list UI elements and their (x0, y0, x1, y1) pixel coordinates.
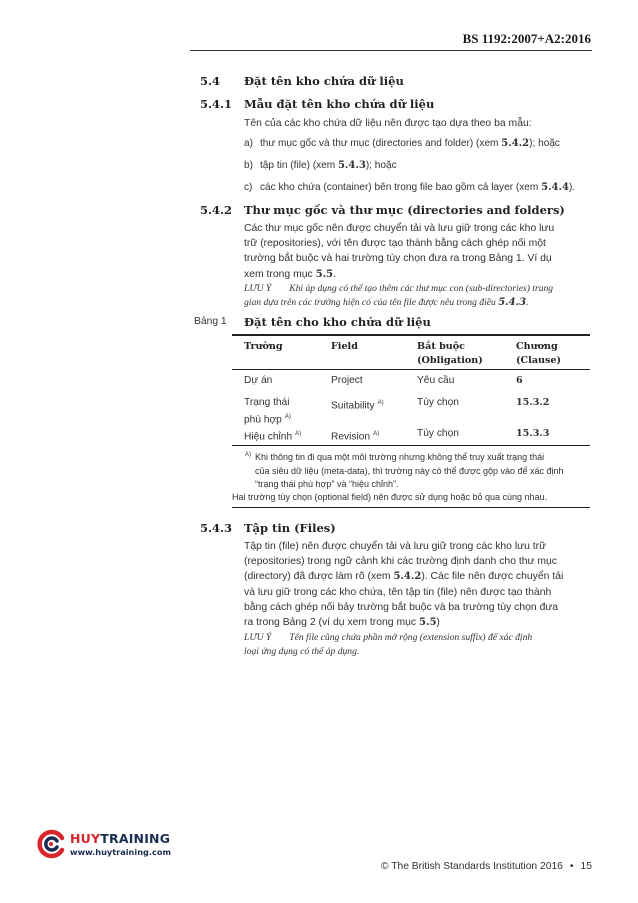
page-number: 15 (580, 861, 592, 872)
footnote-ref: A) (295, 431, 302, 437)
paragraph-line: Các thư mục gốc nên được chuyển tải và lưu giữ trong các kho lưu (244, 223, 555, 234)
list-marker: a) (244, 138, 253, 149)
footnote-line: của siêu dữ liệu (meta-data), thì trường này có thể được gộp vào để xác định (255, 465, 564, 476)
footnote-ref: A) (377, 400, 384, 406)
section-5-4-3-note (244, 631, 594, 659)
table-header-rule (232, 369, 590, 370)
list-text: các kho chứa (container) bên trong file bao gồm cả layer (xem (260, 182, 542, 193)
cell-line (244, 410, 291, 427)
table-cell-field-en (331, 396, 384, 413)
logo-name-part: HUY (70, 831, 101, 846)
cell-text: Hiệu chỉnh (244, 431, 293, 443)
paragraph-line (244, 569, 594, 584)
note-text: gian dựa trên các trường hiện có của tên file được nêu trong điều (244, 297, 499, 308)
list-text: tập tin (file) (xem (260, 160, 338, 171)
header-line: (Clause) (516, 355, 562, 366)
paragraph-text: . (333, 268, 336, 280)
table-body-rule (232, 445, 590, 446)
clause-ref: 5.4.3 (337, 160, 366, 171)
table-cell-obligation: Tùy chọn (417, 397, 459, 408)
list-item-b (244, 160, 604, 171)
table-header-field-en: Field (331, 341, 358, 352)
note-tag: LƯU Ý (244, 283, 272, 294)
table-bottom-rule (232, 507, 590, 508)
footnote-text: Khi thông tin đi qua một môi trường nhưng không thể truy xuất trạng thái (255, 452, 545, 462)
footer-bullet: • (569, 861, 574, 872)
note-text: Khi áp dụng có thể tạo thêm các thư mục con (sub-directories) trung (289, 283, 554, 294)
table-cell-clause: 15.3.3 (516, 428, 550, 439)
table-cell-field-en (331, 427, 379, 444)
paragraph-text: ). Các file nên được chuyển tải (421, 571, 564, 583)
table-cell-field-en: Project (331, 375, 363, 386)
table-label: Bảng 1 (194, 316, 227, 327)
cell-text: Suitability (331, 400, 375, 412)
footnote-line: “trạng thái phù hợp” và “hiệu chỉnh”. (255, 479, 399, 489)
section-5-4-1-number: 5.4.1 (200, 97, 233, 111)
table-footnote-optional: Hai trường tùy chọn (optional field) nên được sử dụng hoặc bỏ qua cùng nhau. (232, 492, 548, 502)
copyright: © The British Standards Institution 2016 (380, 861, 563, 872)
table-cell-clause: 6 (516, 375, 523, 386)
table-cell-field-vi: Dự án (244, 375, 273, 386)
list-item-a (244, 138, 604, 149)
paragraph-line: và lưu giữ trong các kho chứa, tên tập tin (file) nên được tạo thành (244, 586, 552, 598)
header-line: Bắt buộc (417, 341, 466, 352)
note-text: . (526, 297, 529, 308)
table-header-clause (516, 340, 561, 368)
table-cell-field-vi (244, 427, 301, 444)
cell-text: phù hợp (244, 414, 282, 426)
section-5-4-3-number: 5.4.3 (200, 521, 233, 535)
list-text: thư mục gốc và thư mục (directories and folder) (xem (260, 138, 502, 149)
table-header-obligation (417, 340, 483, 368)
list-text-end: ); hoặc (529, 138, 560, 149)
table-footnote (245, 449, 595, 492)
table-top-rule (232, 334, 590, 336)
cell-line: Trạng thái (244, 397, 290, 408)
paragraph-text: (directory) đã được làm rõ (xem (244, 571, 394, 583)
section-5-4-3-paragraph (244, 539, 594, 630)
footnote-line (245, 449, 595, 465)
section-5-4-3-title: Tập tin (Files) (244, 521, 336, 535)
table-cell-clause: 15.3.2 (516, 397, 550, 408)
clause-ref: 5.4.2 (501, 138, 530, 149)
clause-ref: 5.4.3 (498, 297, 527, 308)
paragraph-line: Tập tin (file) nên được chuyển tải và lưu giữ trong các kho lưu trữ (244, 541, 547, 552)
section-5-4-title: Đặt tên kho chứa dữ liệu (244, 74, 404, 88)
clause-ref: 5.4.4 (541, 182, 569, 193)
section-5-4-1-title: Mẫu đặt tên kho chứa dữ liệu (244, 97, 435, 111)
list-text-end: ). (568, 182, 576, 193)
note-line (244, 631, 594, 645)
footnote-ref: A) (284, 414, 291, 420)
header-line: Chương (516, 341, 558, 352)
header-line: (Obligation) (417, 355, 483, 366)
clause-ref: 5.5 (419, 617, 437, 629)
paragraph-line (244, 615, 594, 630)
logo-mark-icon (36, 829, 66, 859)
note-tag: LƯU Ý (244, 632, 272, 643)
list-text-end: ); hoặc (365, 160, 397, 171)
logo-name-part: TRAINING (100, 831, 171, 846)
footnote-ref: A) (373, 431, 380, 437)
note-line (244, 282, 594, 296)
paragraph-line: (repositories) trong ngữ cảnh khi các trường định danh cho thư mục (244, 556, 558, 568)
paragraph-line: trường bắt buộc và hai trường tùy chọn đưa ra trong Bảng 1. Ví dụ (244, 253, 552, 265)
clause-ref: 5.4.2 (393, 571, 422, 583)
table-title: Đặt tên cho kho chứa dữ liệu (244, 315, 431, 329)
table-header-field-vi: Trường (244, 341, 283, 352)
note-line: loại ứng dụng có thể áp dụng. (244, 646, 360, 657)
cell-text: Revision (331, 431, 371, 443)
note-line (244, 296, 594, 310)
table-cell-field-vi (244, 396, 291, 427)
logo-url: www.huytraining.com (70, 847, 171, 857)
section-5-4-1-intro: Tên của các kho chứa dữ liệu nên được tạo dựa theo ba mẫu: (244, 118, 532, 129)
list-marker: c) (244, 182, 253, 193)
section-5-4-number: 5.4 (200, 74, 221, 88)
section-5-4-2-number: 5.4.2 (200, 203, 233, 217)
paragraph-text: xem trong mục (244, 268, 316, 280)
paragraph-line (244, 267, 594, 282)
standard-id: BS 1192:2007+A2:2016 (462, 31, 591, 46)
header-rule (190, 50, 592, 51)
clause-ref: 5.5 (315, 268, 334, 280)
section-5-4-2-note (244, 282, 594, 310)
huytraining-logo (36, 829, 196, 863)
logo-wordmark (70, 831, 170, 846)
footnote-marker: A) (245, 452, 251, 458)
section-5-4-2-title: Thư mục gốc và thư mục (directories and folders) (244, 203, 565, 217)
table-cell-obligation: Tùy chọn (417, 428, 459, 439)
table-cell-obligation: Yêu cầu (417, 375, 455, 386)
paragraph-text: ) (436, 617, 440, 629)
paragraph-line: trữ (repositories), với tên được tạo thành bằng cách ghép nối một (244, 238, 546, 250)
list-item-c (244, 182, 604, 193)
paragraph-text: ra trong Bảng 2 (ví dụ xem trong mục (244, 617, 419, 629)
page-footer (381, 861, 592, 872)
section-5-4-2-paragraph (244, 221, 594, 282)
note-text: Tên file cũng chứa phần mở rộng (extension suffix) để xác định (289, 632, 533, 643)
paragraph-line: bằng cách ghép nối bảy trường bắt buộc và ba trường tùy chọn đưa (244, 601, 559, 613)
list-marker: b) (244, 160, 253, 171)
